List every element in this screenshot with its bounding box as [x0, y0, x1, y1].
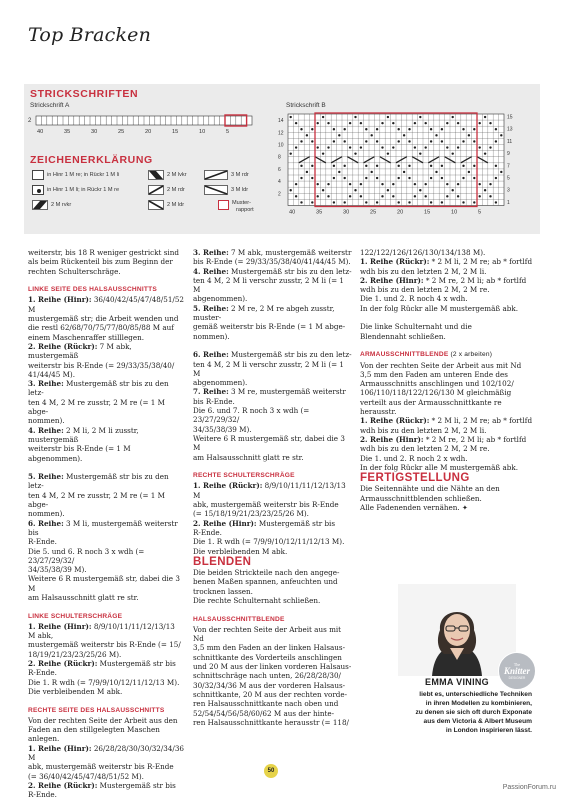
chart-b-purl-dot [425, 122, 427, 124]
chart-a-tick-label: 30 [91, 129, 98, 135]
chart-b-purl-dot [365, 128, 367, 130]
chart-b-purl-dot [408, 128, 410, 130]
chart-b-row-label: 14 [278, 118, 284, 125]
chart-b-purl-dot [414, 195, 416, 197]
chart-b-purl-dot [489, 183, 491, 185]
chart-b-row-label: 3 [507, 187, 510, 194]
chart-b-purl-dot [317, 122, 319, 124]
chart-b-purl-dot [489, 195, 491, 197]
chart-b-row-label: 1 [507, 199, 510, 206]
chart-b-tick-label: 20 [397, 209, 404, 216]
chart-b-purl-dot [300, 165, 302, 167]
chart-b-label: Strickschrift B [286, 102, 326, 109]
chart-b-purl-dot [387, 152, 389, 154]
chart-b-purl-dot [398, 128, 400, 130]
legend-item-2m-rdr: 2 M rdr [148, 185, 185, 195]
chart-a-tick-label: 25 [118, 129, 125, 135]
chart-b-purl-dot [365, 140, 367, 142]
chart-b-purl-dot [327, 195, 329, 197]
chart-b-purl-dot [290, 116, 292, 118]
knitter-designer-badge: The Knitter DESIGNER [498, 652, 536, 690]
two-right-dec-icon [148, 185, 164, 195]
chart-b-purl-dot [349, 146, 351, 148]
chart-b-purl-dot [452, 116, 454, 118]
chart-b-row-label: 13 [507, 126, 513, 133]
column-3: 122/122/126/126/130/134/138 M). 1. Reihe (Rückr): * 2 M li, 2 M re; ab * fortlfd wdh bis zu den letzten 2 M, 2 M li. 2. Reihe (Hinr): * 2 M re, 2 M li; ab * fortlfd wdh bis zu den letzten 2 M, 2 M re. Die 1. und 2. R noch 4 x wdh. In der folg Rückr alle M mustergemäß abk. Die linke Schulternaht und die Blendennaht schließen. ARMAUSSCHNITTBLENDE (2 x arbeiten) Von der rechten Seite der Arbeit aus mit Nd 3,5 mm den Faden am unteren Ende des Armausschnitts anschlingen und 102/102/ 106/110/118/122/126/130 M gleichmäßig verteilt aus der Armausschnittkante re herausstr. 1. Reihe (Rückr): * 2 M li, 2 M re; ab * fortlfd wdh bis zu den letzten 2 M, 2 M li. 2. Reihe (Hinr): * 2 M re, 2 M li; ab * fortlfd wdh bis zu den letzten 2 M, 2 M re. Die 1. und 2. R noch 2 x wdh. In der folg Rückr alle M mustergemäß abk. FERTIGSTELLUNG Die Seitennähte und die Nähte an den Armausschnittblenden schließen. Alle Fadenenden vernähen. ✦ [360, 248, 536, 512]
chart-b-purl-dot [354, 152, 356, 154]
chart-b-purl-dot [430, 201, 432, 203]
chart-b-purl-dot [333, 177, 335, 179]
chart-b-tick-label: 30 [343, 209, 350, 216]
section-finishing: FERTIGSTELLUNG [360, 472, 470, 485]
chart-b-purl-dot [344, 128, 346, 130]
chart-b [278, 110, 528, 222]
chart-b-purl-dot [344, 140, 346, 142]
chart-b-purl-dot [441, 140, 443, 142]
section-neck-band: HALSAUSSCHNITTBLENDE [193, 615, 285, 623]
three-right-dec-icon [204, 170, 228, 180]
chart-b-purl-dot [468, 134, 470, 136]
designer-name: EMMA VINING [425, 677, 489, 687]
chart-b-purl-dot [430, 165, 432, 167]
chart-b-purl-dot [381, 146, 383, 148]
chart-b-purl-dot [381, 122, 383, 124]
charts-heading: STRICKSCHRIFTEN [30, 88, 139, 100]
chart-b-purl-dot [495, 201, 497, 203]
chart-b-purl-dot [462, 201, 464, 203]
chart-b-purl-dot [457, 183, 459, 185]
chart-b-purl-dot [317, 183, 319, 185]
chart-b-purl-dot [495, 140, 497, 142]
chart-b-purl-dot [479, 146, 481, 148]
chart-b-purl-dot [354, 189, 356, 191]
chart-b-purl-dot [322, 189, 324, 191]
chart-b-purl-dot [295, 195, 297, 197]
chart-b-purl-dot [441, 128, 443, 130]
chart-b-purl-dot [414, 122, 416, 124]
chart-b-row-label: 5 [507, 175, 510, 182]
column-2: 3. Reihe: 7 M abk, mustergemäß weiterstr bis R-Ende (= 29/33/35/38/40/41/44/45 M). 4. Reihe: Mustergemäß str bis zu den letz- ten 4 M, 2 M li verschr zusstr, 2 M li (= 1 M abgenommen). 5. Reihe: 2 M re, 2 M re abgeh zusstr, muster- gemäß weiterstr bis R-Ende (= 1 M abge- nommen). 6. Reihe: Mustergemäß str bis zu den letz- ten 4 M, 2 M li verschr zusstr, 2 M li (= 1 M abgenommen). 7. Reihe: 3 M re, mustergemäß weiterstr bis R-Ende. Die 6. und 7. R noch 3 x wdh (= 23/27/29/32/ 34/35/38/39 M). Weitere 6 R mustergemäß str, dabei die 3 M am Halsausschnitt glatt re str. RECHTE SCHULTERSCHRÄGE 1. Reihe (Rückr): 8/9/10/11/11/12/13/13 M abk, mustergemäß weiterstr bis R-Ende (= 15/18/19/21/23/23/25/26 M). 2. Reihe (Hinr): Mustergemäß str bis R-Ende. Die 1. R wdh (= 7/9/9/10/12/11/12/13 M). Die verbleibenden M abk. BLENDEN Die beiden Strickteile nach den angege- benen Maßen spannen, anfeuchten und trocknen lassen. Die rechte Schulternaht schließen. HALSAUSSCHNITTBLENDE Von der rechten Seite der Arbeit aus mit Nd 3,5 mm den Faden an der linken Halsaus- schnittkante des Vorderteils anschlingen und 20 M aus der linken vorderen Halsaus- schnittschräge nach unten, 26/28/28/30/ 30/32/34/36 M aus der vorderen Halsaus- schnittkante, 20 M aus der rechten vorde- ren Halsausschnittkante nach oben und 52/54/54/56/58/60/62 M aus der hinte- ren Halsausschnittkante herausstr (= 118/ [193, 248, 352, 727]
chart-b-row-label: 15 [507, 114, 513, 121]
chart-b-purl-dot [419, 116, 421, 118]
chart-b-purl-dot [360, 183, 362, 185]
chart-a-tick-label: 35 [64, 129, 71, 135]
chart-b-purl-dot [473, 165, 475, 167]
chart-b-purl-dot [365, 165, 367, 167]
chart-b-purl-dot [295, 146, 297, 148]
chart-b-purl-dot [300, 128, 302, 130]
chart-b-tick-label: 25 [370, 209, 377, 216]
chart-b-purl-dot [452, 189, 454, 191]
section-armhole-band: ARMAUSSCHNITTBLENDE (2 x arbeiten) [360, 351, 493, 359]
chart-a-tick-label: 40 [37, 129, 44, 135]
chart-a-row-label: 2 [28, 118, 32, 124]
chart-b-purl-dot [376, 201, 378, 203]
chart-b-purl-dot [349, 195, 351, 197]
chart-b-purl-dot [365, 177, 367, 179]
two-left-dec-icon [148, 200, 164, 210]
chart-b-purl-dot [489, 146, 491, 148]
chart-b-purl-dot [500, 134, 502, 136]
chart-b-purl-dot [317, 195, 319, 197]
chart-b-purl-dot [349, 122, 351, 124]
chart-b-row-label: 9 [507, 151, 510, 158]
chart-b-purl-dot [489, 122, 491, 124]
chart-b-purl-dot [435, 134, 437, 136]
legend-heading: ZEICHENERKLÄRUNG [30, 154, 153, 166]
chart-b-purl-dot [333, 201, 335, 203]
chart-b-purl-dot [484, 152, 486, 154]
chart-b-purl-dot [484, 116, 486, 118]
chart-a [24, 108, 274, 142]
chart-b-purl-dot [419, 189, 421, 191]
chart-b-purl-dot [441, 165, 443, 167]
chart-b-purl-dot [300, 177, 302, 179]
chart-b-purl-dot [376, 128, 378, 130]
chart-b-purl-dot [290, 189, 292, 191]
chart-b-purl-dot [311, 177, 313, 179]
chart-b-purl-dot [457, 122, 459, 124]
chart-b-purl-dot [376, 140, 378, 142]
chart-b-row-label: 10 [278, 142, 284, 149]
chart-b-purl-dot [338, 134, 340, 136]
chart-b-purl-dot [365, 201, 367, 203]
chart-b-purl-dot [435, 171, 437, 173]
chart-b-purl-dot [419, 152, 421, 154]
chart-b-purl-dot [479, 195, 481, 197]
section-right-neckline: RECHTE SEITE DES HALSAUSSCHNITTS [28, 706, 165, 714]
chart-b-purl-dot [311, 128, 313, 130]
chart-b-purl-dot [414, 146, 416, 148]
chart-b-row-label: 11 [507, 138, 513, 145]
chart-b-purl-dot [300, 140, 302, 142]
chart-a-tick-label: 15 [172, 129, 179, 135]
chart-b-tick-label: 5 [478, 209, 482, 216]
chart-b-purl-dot [327, 122, 329, 124]
chart-b-row-label: 12 [278, 130, 284, 137]
chart-b-purl-dot [403, 171, 405, 173]
chart-b-purl-dot [479, 183, 481, 185]
chart-b-purl-dot [398, 165, 400, 167]
chart-b-purl-dot [414, 183, 416, 185]
chart-b-purl-dot [333, 165, 335, 167]
chart-b-purl-dot [495, 128, 497, 130]
chart-b-purl-dot [322, 152, 324, 154]
chart-b-purl-dot [408, 165, 410, 167]
chart-b-purl-dot [398, 201, 400, 203]
legend-item-3m-rdr: 3 M rdr [204, 170, 249, 180]
chart-b-purl-dot [446, 122, 448, 124]
legend-item-3m-ldr: 3 M ldr [204, 185, 248, 195]
chart-b-purl-dot [387, 189, 389, 191]
chart-b-purl-dot [473, 201, 475, 203]
chart-b-purl-dot [408, 201, 410, 203]
legend-item-2m-rvkr: 2 M rvkr [32, 200, 71, 210]
chart-b-purl-dot [354, 116, 356, 118]
chart-b-row-label: 7 [507, 163, 510, 170]
two-left-cross-icon [148, 170, 164, 180]
chart-b-purl-dot [344, 177, 346, 179]
three-left-dec-icon [204, 185, 228, 195]
page-title: Top Bracken [28, 24, 152, 46]
watermark: PassionForum.ru [502, 784, 556, 791]
legend-item-knit: in Hinr 1 M re; in Rückr 1 M li [32, 170, 119, 180]
chart-b-purl-dot [333, 140, 335, 142]
chart-b-purl-dot [495, 177, 497, 179]
chart-b-purl-dot [441, 201, 443, 203]
chart-b-purl-dot [295, 183, 297, 185]
two-right-cross-icon [32, 200, 48, 210]
chart-b-row-label: 4 [278, 179, 281, 186]
chart-b-purl-dot [430, 128, 432, 130]
chart-b-purl-dot [360, 146, 362, 148]
chart-b-purl-dot [403, 134, 405, 136]
chart-b-purl-dot [462, 140, 464, 142]
chart-a-tick-label: 20 [145, 129, 152, 135]
chart-b-purl-dot [306, 171, 308, 173]
chart-b-purl-dot [446, 183, 448, 185]
chart-b-purl-dot [349, 183, 351, 185]
chart-b-purl-dot [398, 140, 400, 142]
chart-b-tick-label: 10 [451, 209, 458, 216]
chart-b-row-label: 2 [278, 191, 281, 198]
chart-b-purl-dot [338, 171, 340, 173]
chart-b-purl-dot [381, 195, 383, 197]
legend-item-repeat: Muster- rapport [218, 200, 254, 214]
chart-a-tick-label: 5 [226, 129, 230, 135]
chart-b-purl-dot [468, 171, 470, 173]
section-left-shoulder: LINKE SCHULTERSCHRÄGE [28, 612, 123, 620]
chart-b-purl-dot [462, 165, 464, 167]
chart-b-tick-label: 40 [289, 209, 296, 216]
chart-b-purl-dot [446, 146, 448, 148]
chart-b-purl-dot [462, 128, 464, 130]
chart-b-purl-dot [484, 189, 486, 191]
chart-b-purl-dot [311, 201, 313, 203]
chart-b-purl-dot [479, 122, 481, 124]
chart-a-tick-label: 10 [199, 129, 206, 135]
chart-b-purl-dot [360, 122, 362, 124]
section-left-neckline: LINKE SEITE DES HALSAUSSCHNITTS [28, 286, 157, 294]
repeat-icon [218, 200, 229, 210]
chart-b-tick-label: 15 [424, 209, 431, 216]
column-1: weiterstr, bis 18 R weniger gestrickt sind als beim Rückenteil bis zum Beginn der rechten Schulterschräge. LINKE SEITE DES HALSAUSSCHNITTS 1. Reihe (Hinr): 36/40/42/45/47/48/51/52 M mustergemäß str; die Arbeit wenden und die restl 62/68/70/75/77/80/85/88 M auf einem Maschenraffer stilllegen. 2. Reihe (Rückr): 7 M abk, mustergemäß weiterstr bis R-Ende (= 29/33/35/38/40/ 41/44/45 M). 3. Reihe: Mustergemäß str bis zu den letz- ten 4 M, 2 M re zusstr, 2 M re (= 1 M abge- nommen). 4. Reihe: 2 M li, 2 M li zusstr, mustergemäß weiterstr bis R-Ende (= 1 M abgenommen). 5. Reihe: Mustergemäß str bis zu den letz- ten 4 M, 2 M re zusstr, 2 M re (= 1 M abge- nommen). 6. Reihe: 3 M li, mustergemäß weiterstr bis R-Ende. Die 5. und 6. R noch 3 x wdh (= 23/27/29/32/ 34/35/38/39 M). Weitere 6 R mustergemäß str, dabei die 3 M am Halsausschnitt glatt re str. LINKE SCHULTERSCHRÄGE 1. Reihe (Hinr): 8/9/10/11/11/12/13/13 M abk, mustergemäß weiterstr bis R-Ende (= 15/ 18/19/21/23/23/25/26 M). 2. Reihe (Rückr): Mustergemäß str bis R-Ende. Die 1. R wdh (= 7/9/9/10/12/11/12/13 M). Die verbleibenden M abk. RECHTE SEITE DES HALSAUSSCHNITTS Von der rechten Seite der Arbeit aus den Faden an den stillgelegten Maschen anlegen. 1. Reihe (Hinr): 26/28/28/30/30/32/34/36 M abk, mustergemäß weiterstr bis R-Ende (= 36/40/42/45/47/48/51/52 M). 2. Reihe (Rückr): Mustergemäß str bis R-Ende. [28, 248, 184, 800]
chart-b-purl-dot [290, 152, 292, 154]
legend-item-purl: in Hinr 1 M li; in Rückr 1 M re [32, 185, 119, 195]
designer-bio: liebt es, unterschiedliche Techniken in ihren Modellen zu kombinieren, zu denen sie sich oft durch Exponate aus dem Victoria & Albert Museum in London inspirieren lässt. [415, 691, 532, 734]
dot-icon [32, 185, 44, 195]
chart-a-label: Strickschrift A [30, 102, 70, 109]
page-number: 50 [264, 764, 278, 778]
chart-b-purl-dot [441, 177, 443, 179]
chart-b-purl-dot [473, 140, 475, 142]
chart-b-row-label: 6 [278, 166, 281, 173]
chart-b-purl-dot [327, 183, 329, 185]
chart-b-purl-dot [381, 183, 383, 185]
chart-b-tick-label: 35 [316, 209, 323, 216]
chart-b-purl-dot [392, 183, 394, 185]
chart-b-purl-dot [327, 146, 329, 148]
chart-b-purl-dot [425, 183, 427, 185]
chart-b-purl-dot [333, 128, 335, 130]
chart-b-purl-dot [425, 195, 427, 197]
chart-b-purl-dot [473, 177, 475, 179]
chart-b-purl-dot [446, 195, 448, 197]
chart-b-purl-dot [360, 195, 362, 197]
chart-b-purl-dot [317, 146, 319, 148]
chart-b-purl-dot [371, 171, 373, 173]
chart-b-purl-dot [376, 165, 378, 167]
chart-b-purl-dot [398, 177, 400, 179]
chart-b-purl-dot [392, 146, 394, 148]
designer-portrait [398, 584, 516, 676]
chart-b-purl-dot [295, 122, 297, 124]
chart-b-purl-dot [376, 177, 378, 179]
chart-b-purl-dot [306, 134, 308, 136]
chart-b-purl-dot [311, 165, 313, 167]
chart-b-purl-dot [430, 140, 432, 142]
chart-b-purl-dot [311, 140, 313, 142]
chart-b-purl-dot [344, 165, 346, 167]
chart-b-purl-dot [392, 195, 394, 197]
section-blenden: BLENDEN [193, 555, 252, 568]
chart-b-purl-dot [462, 177, 464, 179]
legend-item-2m-lvkr: 2 M lvkr [148, 170, 187, 180]
chart-b-purl-dot [387, 116, 389, 118]
chart-b-purl-dot [322, 116, 324, 118]
chart-b-purl-dot [452, 152, 454, 154]
chart-b-purl-dot [457, 195, 459, 197]
chart-b-purl-dot [500, 171, 502, 173]
chart-b-purl-dot [473, 128, 475, 130]
section-right-shoulder: RECHTE SCHULTERSCHRÄGE [193, 472, 295, 480]
legend-item-2m-ldr: 2 M ldr [148, 200, 184, 210]
chart-b-purl-dot [495, 165, 497, 167]
chart-b-purl-dot [392, 122, 394, 124]
chart-b-purl-dot [408, 177, 410, 179]
chart-b-row-label: 8 [278, 154, 281, 161]
blank-icon [32, 170, 44, 180]
chart-b-purl-dot [408, 140, 410, 142]
chart-b-purl-dot [425, 146, 427, 148]
chart-b-purl-dot [457, 146, 459, 148]
chart-b-purl-dot [344, 201, 346, 203]
chart-b-purl-dot [430, 177, 432, 179]
chart-b-purl-dot [300, 201, 302, 203]
chart-b-purl-dot [371, 134, 373, 136]
